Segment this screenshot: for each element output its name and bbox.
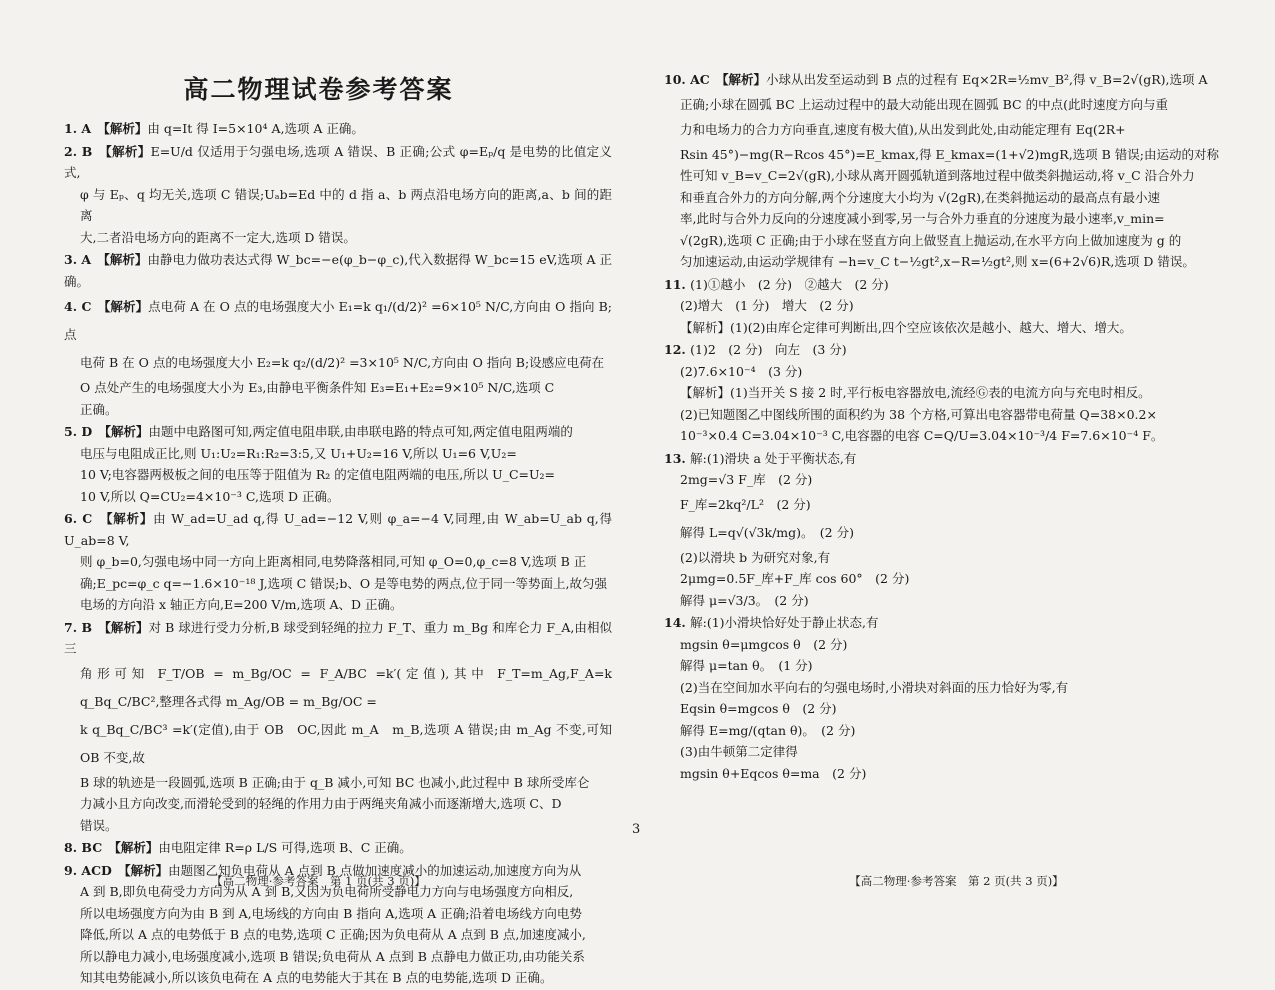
answer-line [664, 404, 1252, 426]
answer-text: 【解析】(1)当开关 S 接 2 时,平行板电容器放电,流经Ⓖ表的电流方向与充电时相反。 [680, 385, 1151, 400]
answer-text: 10 V,所以 Q=CU₂=4×10⁻³ C,选项 D 正确。 [80, 488, 340, 504]
answer-line [664, 144, 1252, 166]
answer-head: 8. BC 【解析】 [64, 840, 159, 855]
answer-line [664, 634, 1252, 656]
answer-line [64, 924, 612, 946]
answer-line [664, 698, 1252, 720]
answer-text: 解:(1)滑块 a 处于平衡状态,有 [690, 450, 857, 466]
answer-text: 10 V;电容器两极板之间的电压等于阻值为 R₂ 的定值电阻两端的电压,所以 U_C=U₂= [80, 467, 556, 482]
answer-text: 由电阻定律 R=ρ L/S 可得,选项 B、C 正确。 [158, 840, 412, 855]
answer-text: (2)7.6×10⁻⁴ (3 分) [680, 363, 803, 379]
answer-text: 性可知 v_B=v_C=2√(gR),小球从离开圆弧轨道到落地过程中做类斜抛运动,将 v_C 沿合外力 [680, 168, 1195, 183]
answer-text: √(2gR),选项 C 正确;由于小球在竖直方向上做竖直上抛运动,在水平方向上做加速度为 g 的 [680, 232, 1182, 248]
answer-text: 率,此时与合外力反向的分速度减小到零,另一与合外力垂直的分速度为最小速率,v_min= [680, 211, 1165, 226]
center-page-number: 3 [632, 822, 641, 837]
answer-text: A 到 B,即负电荷受力方向为从 A 到 B,又因为负电荷所受静电力方向与电场强度方向相反, [80, 884, 574, 899]
answer-line [64, 486, 612, 508]
answer-text: (3)由牛顿第二定律得 [680, 744, 798, 759]
answer-line [664, 230, 1252, 252]
answer-line [64, 594, 612, 616]
answer-head: 7. B 【解析】 [64, 619, 149, 635]
answer-item [664, 274, 1252, 339]
answer-line [664, 612, 1252, 634]
answer-text: (1)2 (2 分) 向左 (3 分) [690, 342, 847, 357]
answer-line [664, 425, 1252, 447]
answer-line [64, 573, 612, 595]
answer-text: k q_Bq_C/BC³ =k′(定值),由于 OB OC,因此 m_A m_B,选项 A 错误;由 m_Ag 不变,可知 OB 不变,故 [80, 721, 612, 765]
answer-line [664, 66, 1252, 94]
page-left [0, 0, 637, 985]
answer-item [64, 141, 612, 249]
answer-line [64, 716, 612, 772]
answer-line [64, 184, 612, 227]
answer-text: 解得 μ=tan θ。 (1 分) [680, 658, 813, 673]
answer-head: 5. D 【解析】 [64, 424, 149, 439]
answer-head: 13. [664, 450, 691, 466]
answer-text: 2μmg=0.5F_库+F_库 cos 60° (2 分) [680, 571, 910, 586]
answer-text: 电压与电阻成正比,则 U₁:U₂=R₁:R₂=3:5,又 U₁+U₂=16 V,所以 U₁=6 V,U₂= [80, 445, 517, 461]
answer-text: 由 W_ad=U_ad q,得 U_ad=−12 V,则 φ_a=−4 V,同理,由 W_ab=U_ab q,得 U_ab=8 V, [64, 511, 612, 548]
answer-item [664, 448, 1252, 612]
answer-line [664, 382, 1252, 404]
answers-left [64, 118, 612, 990]
footer-left: 【高二物理·参考答案 第 1 页(共 3 页)】 [211, 874, 426, 888]
answer-line [64, 349, 612, 377]
answer-line [664, 655, 1252, 677]
answer-text: 力和电场力的合力方向垂直,速度有极大值),从出发到此处,由动能定理有 Eq(2R+ [680, 121, 1126, 137]
page-right [638, 0, 1275, 900]
answer-item [64, 249, 612, 292]
answer-line [664, 295, 1252, 317]
answer-head: 11. [664, 276, 691, 292]
answer-item [64, 508, 612, 616]
answer-line [664, 187, 1252, 209]
answer-line [64, 903, 612, 925]
answer-text: 对 B 球进行受力分析,B 球受到轻绳的拉力 F_T、重力 m_Bg 和库仑力 F_A,由相似三 [64, 619, 613, 656]
answer-text: 由题图乙知负电荷从 A 点到 B 点做加速度减小的加速运动,加速度方向为从 [168, 862, 582, 878]
answer-head: 6. C 【解析】 [64, 511, 154, 526]
answer-line [664, 274, 1252, 296]
answer-text: Rsin 45°)−mg(R−Rcos 45°)=E_kmax,得 E_kmax=(1+√2)mgR,选项 B 错误;由运动的对称 [680, 146, 1220, 162]
answer-text: 则 φ_b=0,匀强电场中同一方向上距离相同,电势降落相同,可知 φ_O=0,φ_c=8 V,选项 B 正 [80, 554, 587, 569]
answer-text: 降低,所以 A 点的电势低于 B 点的电势,选项 C 正确;因为负电荷从 A 点到 B 点,加速度减小, [80, 927, 586, 942]
answer-item [64, 421, 612, 507]
answer-line [664, 165, 1252, 187]
answer-text: E=U/d 仅适用于匀强电场,选项 A 错误、B 正确;公式 φ=Eₚ/q 是电势的比值定义式, [64, 143, 612, 180]
answer-text: 确;E_pc=φ_c q=−1.6×10⁻¹⁸ J,选项 C 错误;b、O 是等电势的两点,位于同一等势面上,故匀强 [80, 575, 607, 591]
answer-text: 10⁻³×0.4 C=3.04×10⁻³ C,电容器的电容 C=Q/U=3.04×10⁻³/4 F=7.6×10⁻⁴ F。 [680, 428, 1164, 443]
answer-text: 由题中电路图可知,两定值电阻串联,由串联电路的特点可知,两定值电阻两端的 [148, 424, 573, 439]
answer-line [64, 946, 612, 968]
answer-text: (2)以滑块 b 为研究对象,有 [680, 549, 831, 565]
answer-line [64, 118, 612, 140]
answer-head: 4. C 【解析】 [64, 299, 149, 314]
answer-text: (2)已知题图乙中图线所围的面积约为 38 个方格,可算出电容器带电荷量 Q=38×0.2× [680, 406, 1157, 422]
answer-text: 匀加速运动,由运动学规律有 −h=v_C t−½gt²,x−R=½gt²,则 x=(6+2√6)R,选项 D 错误。 [680, 254, 1195, 269]
answer-text: 所以静电力减小,电场强度减小,选项 B 错误;负电荷从 A 点到 B 点静电力做正功,由功能关系 [80, 948, 585, 964]
answer-line [664, 339, 1252, 361]
answer-line [64, 249, 612, 292]
answer-text: 所以电场强度方向为由 B 到 A,电场线的方向由 B 指向 A,选项 A 正确;沿着电场线方向电势 [80, 905, 582, 921]
answer-line [664, 519, 1252, 547]
answer-text: (2)增大 (1 分) 增大 (2 分) [680, 298, 854, 313]
answer-line [64, 464, 612, 486]
answer-text: 正确。 [80, 401, 118, 417]
answer-text: B 球的轨迹是一段圆弧,选项 B 正确;由于 q_B 减小,可知 BC 也减小,此过程中 B 球所受库仑 [80, 774, 590, 790]
answer-line [664, 568, 1252, 590]
answer-line [664, 208, 1252, 230]
footer-right: 【高二物理·参考答案 第 2 页(共 3 页)】 [849, 874, 1064, 888]
answer-head: 1. A 【解析】 [64, 121, 148, 136]
answer-line [64, 377, 612, 399]
answer-head: 12. [664, 342, 691, 357]
answer-line [64, 793, 612, 815]
answer-text: 点电荷 A 在 O 点的电场强度大小 E₁=k q₁/(d/2)² =6×10⁵ N/C,方向由 O 指向 B;点 [64, 299, 612, 342]
answer-head: 9. ACD 【解析】 [64, 862, 169, 878]
answer-item [64, 293, 612, 420]
answer-text: 小球从出发至运动到 B 点的过程有 Eq×2R=½mv_B²,得 v_B=2√(gR),选项 A [766, 72, 1208, 87]
answer-line [664, 317, 1252, 339]
answer-head: 3. A 【解析】 [64, 252, 148, 267]
answer-text: 解:(1)小滑块恰好处于静止状态,有 [690, 615, 879, 630]
answer-text: mgsin θ+Eqcos θ=ma (2 分) [680, 765, 867, 781]
answer-text: 由 q=It 得 I=5×10⁴ A,选项 A 正确。 [147, 121, 364, 136]
answer-line [64, 293, 612, 349]
answer-text: 解得 E=mg/(qtan θ)。 (2 分) [680, 722, 856, 738]
answer-text: 错误。 [80, 817, 118, 833]
answer-line [664, 361, 1252, 383]
answer-text: 电场的方向沿 x 轴正方向,E=200 V/m,选项 A、D 正确。 [80, 597, 403, 612]
answer-line [64, 837, 612, 859]
answer-text: 电荷 B 在 O 点的电场强度大小 E₂=k q₂/(d/2)² =3×10⁵ N/C,方向由 O 指向 B;设感应电荷在 [80, 355, 605, 370]
answer-line [664, 251, 1252, 273]
answer-line [64, 508, 612, 551]
answer-text: 2mg=√3 F_库 (2 分) [680, 472, 813, 487]
answer-line [664, 741, 1252, 763]
answer-line [664, 720, 1252, 742]
answer-line [664, 448, 1252, 470]
answer-item [664, 66, 1252, 273]
answer-text: 和垂直合外力的方向分解,两个分速度大小均为 √(2gR),在类斜抛运动的最高点有最小速 [680, 189, 1161, 205]
answer-text: 正确;小球在圆弧 BC 上运动过程中的最大动能出现在圆弧 BC 的中点(此时速度方向与重 [680, 97, 1168, 112]
answers-right [664, 66, 1252, 785]
answer-head: 2. B 【解析】 [64, 143, 151, 159]
answer-text: (2)当在空间加水平向右的匀强电场时,小滑块对斜面的压力恰好为零,有 [680, 679, 1069, 695]
answer-line [64, 551, 612, 573]
answer-text: 解得 L=q√(√3k/mg)。 (2 分) [680, 524, 854, 540]
answer-text: Eqsin θ=mgcos θ (2 分) [680, 701, 837, 716]
answer-text: 大,二者沿电场方向的距离不一定大,选项 D 错误。 [80, 229, 356, 245]
answer-text: φ 与 Eₚ、q 均无关,选项 C 错误;Uₐb=Ed 中的 d 指 a、b 两点沿电场方向的距离,a、b 间的距离 [80, 186, 612, 223]
answer-line [664, 547, 1252, 569]
answer-line [64, 227, 612, 249]
answer-line [64, 421, 612, 443]
answer-line [664, 469, 1252, 491]
answer-line [64, 141, 612, 184]
answer-item [64, 118, 612, 140]
answer-text: F_库=2kq²/L² (2 分) [680, 496, 811, 512]
answer-text: 角形可知 F_T/OB = m_Bg/OC = F_A/BC =k′(定值),其中 F_T=m_Ag,F_A=k q_Bq_C/BC²,整理各式得 m_Ag/OB = m_Bg/OC = [80, 665, 612, 709]
answer-head: 14. [664, 615, 691, 630]
answer-line [64, 617, 612, 660]
answer-line [664, 116, 1252, 144]
answer-line [64, 443, 612, 465]
answer-line [64, 772, 612, 794]
answer-line [64, 399, 612, 421]
answer-line [664, 590, 1252, 612]
answer-line [664, 677, 1252, 699]
answer-text: (1)①越小 (2 分) ②越大 (2 分) [690, 276, 889, 292]
answer-item [664, 612, 1252, 784]
answer-text: O 点处产生的电场强度大小为 E₃,由静电平衡条件知 E₃=E₁+E₂=9×10⁵ N/C,选项 C [80, 380, 555, 395]
answer-text: 【解析】(1)(2)由库仑定律可判断出,四个空应该依次是越小、越大、增大、增大。 [680, 319, 1132, 335]
answer-item [64, 837, 612, 859]
answer-line [64, 660, 612, 716]
answer-line [64, 815, 612, 837]
answer-text: 由静电力做功表达式得 W_bc=−e(φ_b−φ_c),代入数据得 W_bc=15 eV,选项 A 正确。 [64, 252, 612, 289]
answer-line [664, 491, 1252, 519]
answer-line [664, 763, 1252, 785]
answer-item [64, 617, 612, 837]
answer-text: 知其电势能减小,所以该负电荷在 A 点的电势能大于其在 B 点的电势能,选项 D 正确。 [80, 970, 553, 985]
answer-line [664, 94, 1252, 116]
answer-head: 10. AC 【解析】 [664, 72, 766, 87]
answer-text: 力减小且方向改变,而滑轮受到的轻绳的作用力由于两绳夹角减小而逐渐增大,选项 C、D [80, 796, 562, 811]
page-title: 高二物理试卷参考答案 [183, 75, 454, 104]
answer-text: mgsin θ=μmgcos θ (2 分) [680, 636, 848, 652]
answer-text: 解得 μ=√3/3。 (2 分) [680, 592, 809, 608]
answer-item [664, 339, 1252, 447]
answer-line [64, 967, 612, 989]
